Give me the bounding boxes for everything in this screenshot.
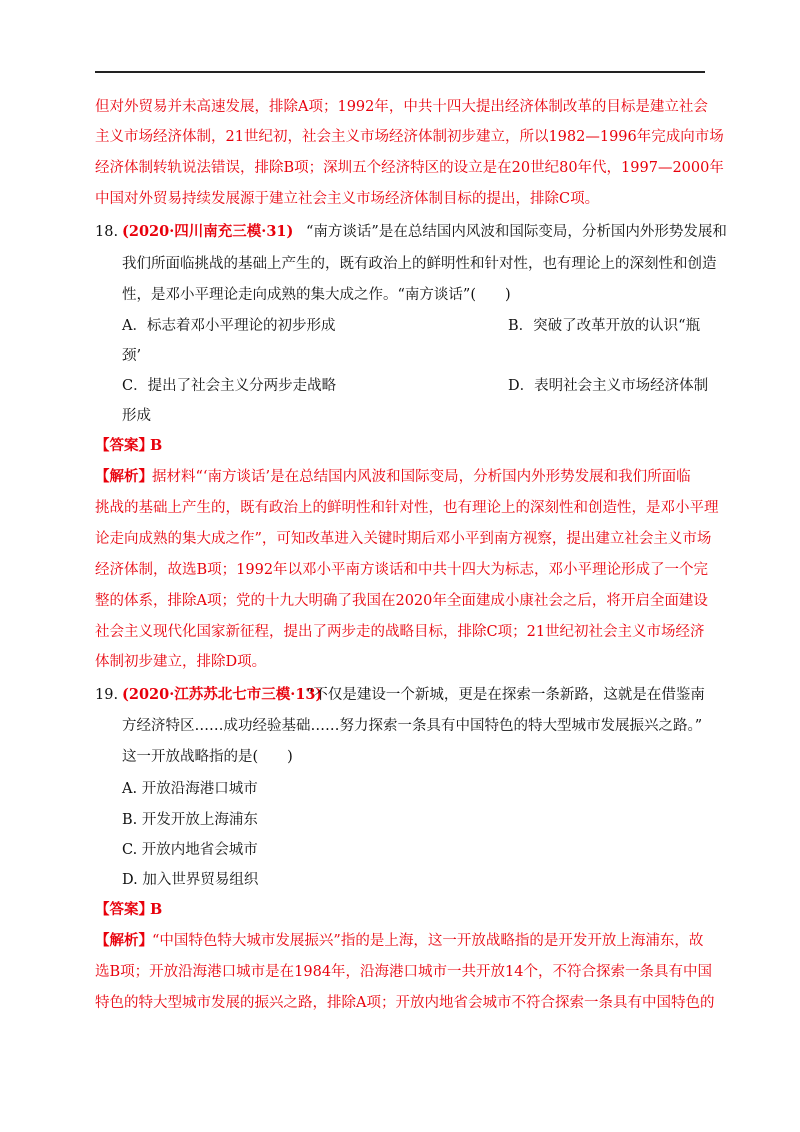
q19-analysis-line-2: 选B项；开放沿海港口城市是在1984年，沿海港口城市一共开放14个，不符合探索一条具有中国 (95, 964, 713, 980)
q18-analysis-line-4: 经济体制，故选B项；1992年以邓小平南方谈话和中共十四大为标志，邓小平理论形成了一个完 (95, 562, 709, 578)
q18-option-b: B．突破了改革开放的认识“瓶 (508, 318, 701, 334)
q18-analysis-line-7: 体制初步建立，排除D项。 (95, 654, 267, 670)
q18-option-b-cont: 颈’ (122, 348, 142, 364)
q19-analysis-line-1: “中国特色特大城市发展振兴”指的是上海，这一开放战略指的是开发开放上海浦东，故 (152, 933, 704, 949)
prev-analysis-line-1: 但对外贸易并未高速发展，排除A项；1992年，中共十四大提出经济体制改革的目标是建立社会 (95, 99, 708, 115)
prev-analysis-line-3: 经济体制转轨说法错误，排除B项；深圳五个经济特区的设立是在20世纪80年代，1997—2000年 (95, 160, 724, 176)
q19-answer-label: 【答案】 (95, 901, 153, 918)
q18-answer-value: B (150, 437, 163, 454)
q19-option-d: D. 加入世界贸易组织 (122, 872, 259, 888)
q18-option-a: A．标志着邓小平理论的初步形成 (122, 318, 336, 334)
header-rule (95, 71, 705, 73)
q18-analysis-line-3: 论走向成熟的集大成之作”，可知改革进入关键时期后邓小平到南方视察，提出建立社会主义市场 (95, 531, 712, 547)
q18-number: 18. (95, 224, 119, 240)
q19-source: (2020·江苏苏北七市三模·13) (122, 686, 323, 703)
q19-stem-line-2: 方经济特区……成功经验基础……努力探索一条具有中国特色的特大型城市发展振兴之路。” (122, 718, 703, 734)
q18-source: (2020·四川南充三模·31) (122, 223, 294, 240)
q18-analysis-line-6: 社会主义现代化国家新征程，提出了两步走的战略目标，排除C项；21世纪初社会主义市场经济 (95, 624, 705, 640)
q18-stem-line-2: 我们所面临挑战的基础上产生的，既有政治上的鲜明性和针对性，也有理论上的深刻性和创造 (122, 256, 717, 272)
q18-stem-line-3: 性，是邓小平理论走向成熟的集大成之作。“南方谈话”( ) (122, 287, 511, 303)
q19-analysis-line-3: 特色的特大型城市发展的振兴之路，排除A项；开放内地省会城市不符合探索一条具有中国特色的 (95, 995, 715, 1011)
q19-option-c: C. 开放内地省会城市 (122, 842, 258, 858)
q18-analysis-line-2: 挑战的基础上产生的，既有政治上的鲜明性和针对性，也有理论上的深刻性和创造性，是邓小平理 (95, 500, 719, 516)
q19-stem-line-3: 这一开放战略指的是( ) (122, 749, 293, 765)
q19-number: 19. (95, 687, 119, 703)
q18-analysis-line-1: 据材料“‘南方谈话’是在总结国内风波和国际变局，分析国内外形势发展和我们所面临 (152, 469, 691, 485)
q18-option-d: D．表明社会主义市场经济体制 (508, 378, 709, 394)
q18-option-c: C．提出了社会主义分两步走战略 (122, 378, 337, 394)
q18-answer-label: 【答案】 (95, 437, 153, 454)
q18-analysis-label: 【解析】 (95, 468, 153, 485)
q18-analysis-line-5: 整的体系，排除A项；党的十九大明确了我国在2020年全面建成小康社会之后，将开启全面建设 (95, 593, 708, 609)
q19-option-a: A. 开放沿海港口城市 (122, 781, 258, 797)
q19-answer-value: B (150, 901, 163, 918)
q19-stem-line-1: “不仅是建设一个新城，更是在探索一条新路，这就是在借鉴南 (306, 687, 705, 703)
prev-analysis-line-4: 中国对外贸易持续发展源于建立社会主义市场经济体制目标的提出，排除C项。 (95, 191, 600, 207)
q18-option-d-cont: 形成 (122, 408, 151, 424)
q19-option-b: B. 开发开放上海浦东 (122, 812, 258, 828)
q18-stem-line-1: “南方谈话”是在总结国内风波和国际变局，分析国内外形势发展和 (306, 224, 727, 240)
prev-analysis-line-2: 主义市场经济体制，21世纪初，社会主义市场经济体制初步建立，所以1982—1996年完成向市场 (95, 129, 724, 145)
q19-analysis-label: 【解析】 (95, 932, 153, 949)
